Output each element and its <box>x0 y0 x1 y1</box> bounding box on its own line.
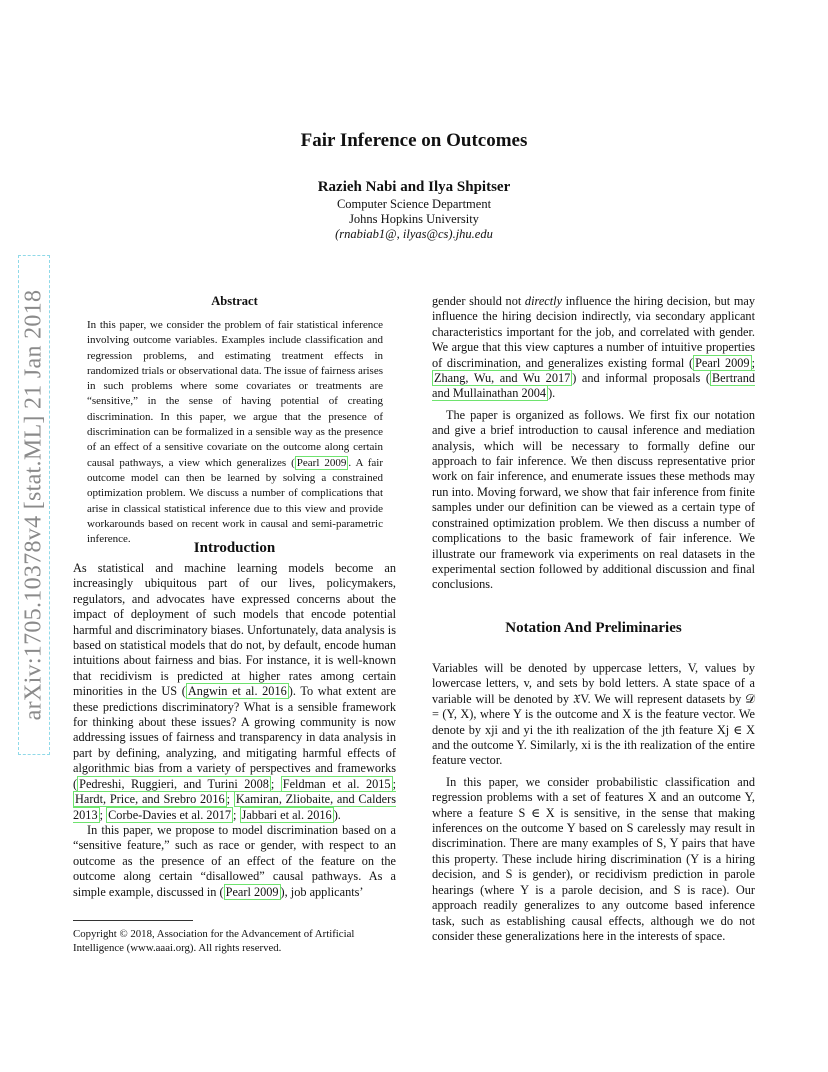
citation-link[interactable]: Bertrand and Mullainathan 2004 <box>432 371 755 401</box>
citation-link[interactable]: Corbe-Davies et al. 2017 <box>108 807 232 822</box>
citation-link[interactable]: Pearl 2009 <box>296 456 347 469</box>
paragraph-text: gender should not <box>432 294 525 308</box>
abstract-text: . A fair outcome model can then be learned by solving a constrained optimization problem. We discuss a number of complications that arise in classical statistical inference due to this view and provide workarounds based on recent work in causal and semi-parametric inference. <box>87 456 383 546</box>
arxiv-sidebar <box>14 255 54 755</box>
notation-heading: Notation And Preliminaries <box>505 620 682 636</box>
paragraph-text: ). <box>548 386 556 401</box>
arxiv-identifier: arXiv:1705.10378v4 [stat.ML] 21 Jan 2018 <box>20 289 47 721</box>
paragraph <box>73 561 396 823</box>
citation-link[interactable]: Pearl 2009 <box>225 884 279 899</box>
separator: ; <box>751 355 756 370</box>
citation-link[interactable]: Zhang, Wu, and Wu 2017 <box>434 371 571 386</box>
paragraph-text: ) and informal proposals ( <box>572 371 710 386</box>
paragraph-text: ). To what extent are these predictions discriminatory? What is a sensible framework for thinking about these issues? A growing community is now addressing issues of fairness and transparency in data analysis in part by defining, analyzing, and mitigating harmful effects of algorithmic bias from a variety of perspectives and frameworks ( <box>73 684 396 791</box>
separator: ; <box>233 807 240 822</box>
author-email: (rnabiab1@, ilyas@cs).jhu.edu <box>335 227 493 241</box>
separator: ; <box>99 807 107 822</box>
citation-link[interactable]: Feldman et al. 2015 <box>282 776 391 791</box>
right-column-body <box>432 294 755 593</box>
paragraph: In this paper, we consider probabilistic classification and regression problems with a set of features X and an outcome Y, where a feature S ∈ X is sensitive, in the sense that making inferences on the outcome Y based on S carelessly may result in discrimination. There are many examples of S, Y pairs that have this property. These include hiring discrimination (Y is a hiring decision, and S is gender), or recidivism prediction in parole hearings (where Y is a parole decision, and S is race). Our approach readily generalizes to any outcome based inference task, such as establishing causal effects, although we do not consider these generalizations here in the interests of space. <box>432 774 755 943</box>
author-university: Johns Hopkins University <box>349 212 479 226</box>
emphasis: directly <box>524 294 563 308</box>
paper-authors: Razieh Nabi and Ilya Shpitser <box>317 179 511 195</box>
citation-link[interactable]: Hardt, Price, and Srebro 2016 <box>75 792 225 807</box>
citation-link[interactable]: Jabbari et al. 2016 <box>241 807 332 822</box>
footnote-rule <box>73 920 193 921</box>
citation-link[interactable]: Pearl 2009 <box>695 355 750 370</box>
notation-body <box>432 661 755 944</box>
paragraph-text: As statistical and machine learning models become an increasingly ubiquitous part of our lives, policymakers, regulators, and advocates have expressed concerns about the impact of deployment of such models that encode potential harmful and discriminatory biases. Unfortunately, data analysis is based on statistical models that do not, by default, encode human intuitions about fairness and bias. For instance, it is well-known that recidivism is predicted at higher rates among certain minorities in the US ( <box>73 561 396 699</box>
separator: ; <box>392 776 396 791</box>
paragraph <box>432 294 755 402</box>
paragraph-text: ), job applicants’ <box>280 884 364 899</box>
author-department: Computer Science Department <box>336 197 492 211</box>
abstract-text: In this paper, we consider the problem of fair statistical inference involving outcome variables. Examples include classification and regression problems, and estimating treatment effects in randomized trials or observational data. The issue of fairness arises in such problems where some covariates or treatments are “sensitive,” in the sense of having potential of creating discrimination. In this paper, we argue that the presence of discrimination can be formalized in a sensible way as the presence of an effect of a sensitive covariate on the outcome along certain causal pathways, a view which generalizes <box>87 319 383 469</box>
paper-title: Fair Inference on Outcomes <box>300 130 528 151</box>
paragraph: The paper is organized as follows. We first fix our notation and give a brief introduction to causal inference and mediation analysis, which will be necessary to formally define our approach to fair inference. We then discuss representative prior work on fair inference, and enumerate issues these methods may run into. Moving forward, we show that fair inference from finite samples under our definition can be viewed as a certain type of constrained optimization problem. We then discuss a number of complications to the basic framework of fair inference. We illustrate our framework via experiments on real datasets in the experimental section followed by additional discussion and final conclusions. <box>432 407 755 592</box>
abstract-heading: Abstract <box>211 294 258 308</box>
paragraph-text: influence the hiring decision, but may influence the hiring decision indirectly, via secondary applicant characteristics important for the job, and correlated with gender. We argue that this view captures a number of intuitive properties of discrimination, and generalizes existing formal ( <box>432 294 755 370</box>
paragraph-text: In this paper, we propose to model discrimination based on a “sensitive feature,” such as race or gender, with respect to an outcome as the presence of an effect of the feature on the outcome along certain “disallowed” causal pathways. As a simple example, discussed in ( <box>73 822 396 899</box>
introduction-body <box>73 561 396 900</box>
separator: ; <box>226 792 234 807</box>
separator: ; <box>270 776 281 791</box>
paragraph <box>73 823 396 900</box>
paragraph: Variables will be denoted by uppercase letters, V, values by lowercase letters, v, and sets by bold letters. A state space of a variable will be denoted by 𝔛V. We will represent datasets by 𝒟 = (Y, X), where Y is the outcome and X is the feature vector. We denote by xji and yi the ith realization of the jth feature Xj ∈ X and the outcome Y. Similarly, xi is the ith realization of the entire feature vector. <box>432 661 755 768</box>
abstract-body: In this paper, we consider the problem of fair statistical inference involving outcome variables. Examples include classification and regression problems, and estimating treatment effects in randomized trials or observational data. The issue of fairness arises in such problems where some covariates or treatments are “sensitive,” in the sense of having potential of creating discrimination. In this paper, we argue that the presence of discrimination can be formalized in a sensible way as the presence of an effect of a sensitive covariate on the outcome along certain causal pathways, a view which generalizes ( Pearl 2009 . A fair outcome model can then be learned by solving a constrained optimization problem. We discuss a number of complications that arise in classical statistical inference due to this view and provide workarounds based on recent work in causal and semi-parametric inference. <box>87 319 383 546</box>
introduction-heading: Introduction <box>193 540 276 556</box>
citation-link[interactable]: Angwin et al. 2016 <box>187 684 287 699</box>
citation-link[interactable]: Kamiran, Zliobaite, and Calders 2013 <box>73 792 396 822</box>
copyright-footnote: Copyright © 2018, Association for the Advancement of Artificial Intelligence (www.aaai.org). All rights reserved. <box>73 928 355 954</box>
paragraph-text: ). <box>333 807 341 822</box>
citation-link[interactable]: Pedreshi, Ruggieri, and Turini 2008 <box>79 776 269 791</box>
